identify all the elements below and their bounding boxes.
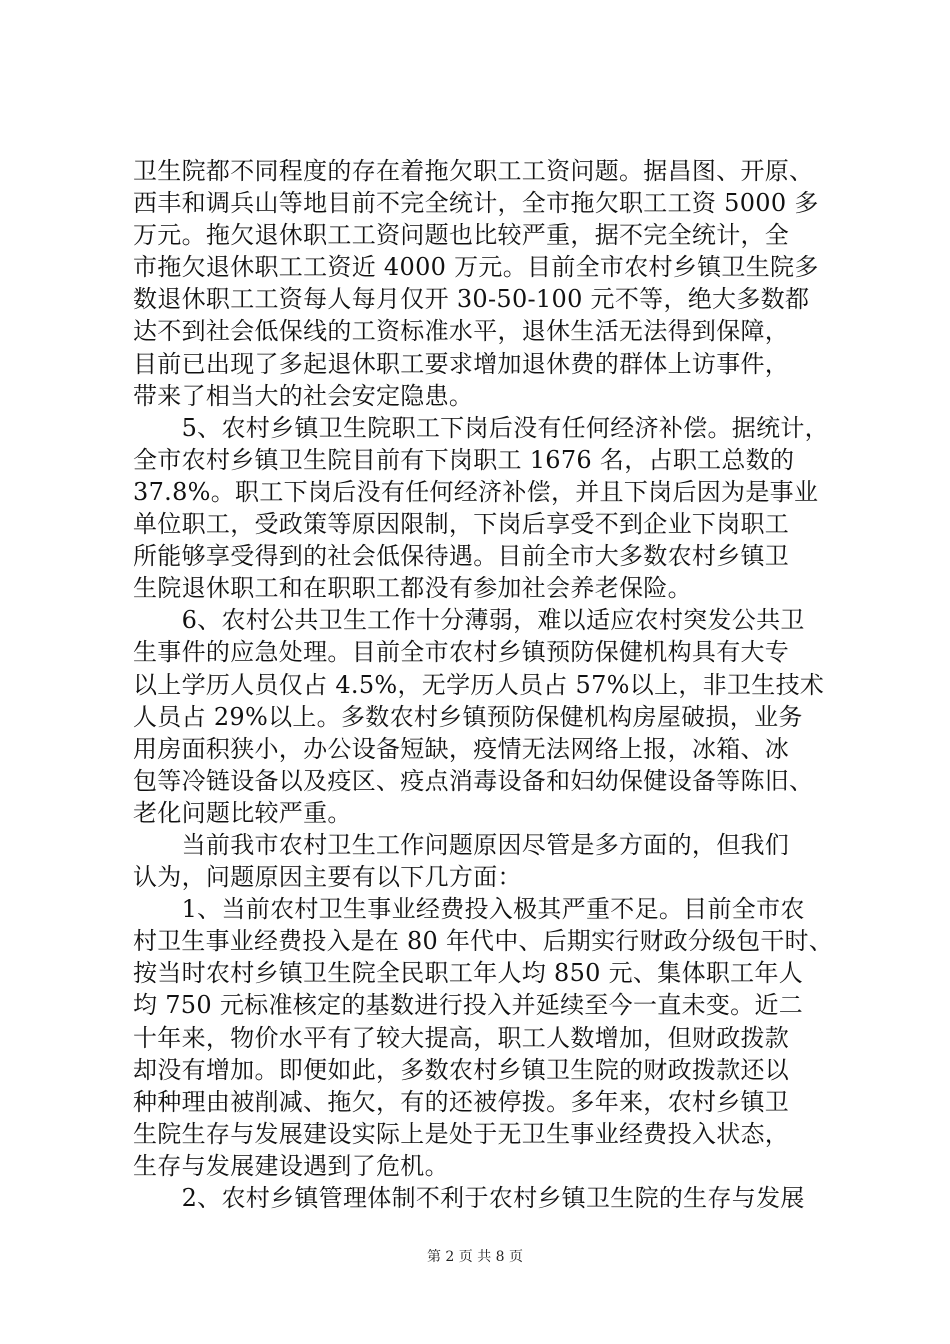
text-line: 种种理由被削减、拖欠，有的还被停拨。多年来，农村乡镇卫 [133,1087,790,1116]
text-line: 以上学历人员仅占 4.5%，无学历人员占 57%以上，非卫生技术 [133,670,825,699]
text-line: 全市农村乡镇卫生院目前有下岗职工 1676 名，占职工总数的 [133,445,795,474]
text-line: 卫生院都不同程度的存在着拖欠职工工资问题。据昌图、开原、 [133,157,814,185]
text-line: 万元。拖欠退休职工工资问题也比较严重，据不完全统计，全 [133,221,790,250]
text-line: 生院退休职工和在职职工都没有参加社会养老保险。 [133,574,692,603]
text-line: 带来了相当大的社会安定隐患。 [133,381,474,410]
text-line: 当前我市农村卫生工作问题原因尽管是多方面的，但我们 [133,830,790,859]
text-line: 十年来，物价水平有了较大提高，职工人数增加，但财政拨款 [133,1023,790,1052]
text-line: 37.8%。职工下岗后没有任何经济补偿，并且下岗后因为是事业 [133,477,819,506]
text-line: 认为，问题原因主要有以下几方面： [133,863,522,892]
text-line: 6、农村公共卫生工作十分薄弱，难以适应农村突发公共卫 [133,606,805,635]
page-number-label: 第 2 页 共 8 页 [426,1249,524,1265]
text-line: 却没有增加。即便如此，多数农村乡镇卫生院的财政拨款还以 [133,1055,790,1084]
text-line: 生存与发展建设遇到了危机。 [133,1151,449,1180]
text-line: 2、农村乡镇管理体制不利于农村乡镇卫生院的生存与发展 [133,1184,805,1212]
text-line: 目前已出现了多起退休职工要求增加退休费的群体上访事件， [133,349,790,378]
body-text [133,155,833,1214]
text-line: 市拖欠退休职工工资近 4000 万元。目前全市农村乡镇卫生院多 [133,253,819,282]
text-line: 村卫生事业经费投入是在 80 年代中、后期实行财政分级包干时、 [133,927,834,956]
text-line: 生事件的应急处理。目前全市农村乡镇预防保健机构具有大专 [133,638,790,667]
text-line: 包等冷链设备以及疫区、疫点消毒设备和妇幼保健设备等陈旧、 [133,766,814,795]
text-line: 均 750 元标准核定的基数进行投入并延续至今一直未变。近二 [133,991,804,1020]
text-line: 5、农村乡镇卫生院职工下岗后没有任何经济补偿。据统计， [133,413,829,442]
text-line: 人员占 29%以上。多数农村乡镇预防保健机构房屋破损，业务 [133,702,803,731]
text-line: 西丰和调兵山等地目前不完全统计，全市拖欠职工工资 5000 多 [133,189,819,218]
text-line: 用房面积狭小，办公设备短缺，疫情无法网络上报，冰箱、冰 [133,734,790,763]
text-line: 老化问题比较严重。 [133,798,352,827]
text-line: 生院生存与发展建设实际上是处于无卫生事业经费投入状态， [133,1119,790,1148]
page-footer [0,1246,950,1266]
text-line: 1、当前农村卫生事业经费投入极其严重不足。目前全市农 [133,895,805,924]
text-line: 数退休职工工资每人每月仅开 30-50-100 元不等，绝大多数都 [133,285,810,314]
text-line: 达不到社会低保线的工资标准水平，退休生活无法得到保障， [133,317,790,346]
text-line: 单位职工，受政策等原因限制，下岗后享受不到企业下岗职工 [133,510,790,539]
text-line: 所能够享受得到的社会低保待遇。目前全市大多数农村乡镇卫 [133,542,790,571]
text-line: 按当时农村乡镇卫生院全民职工年人均 850 元、集体职工年人 [133,959,804,988]
